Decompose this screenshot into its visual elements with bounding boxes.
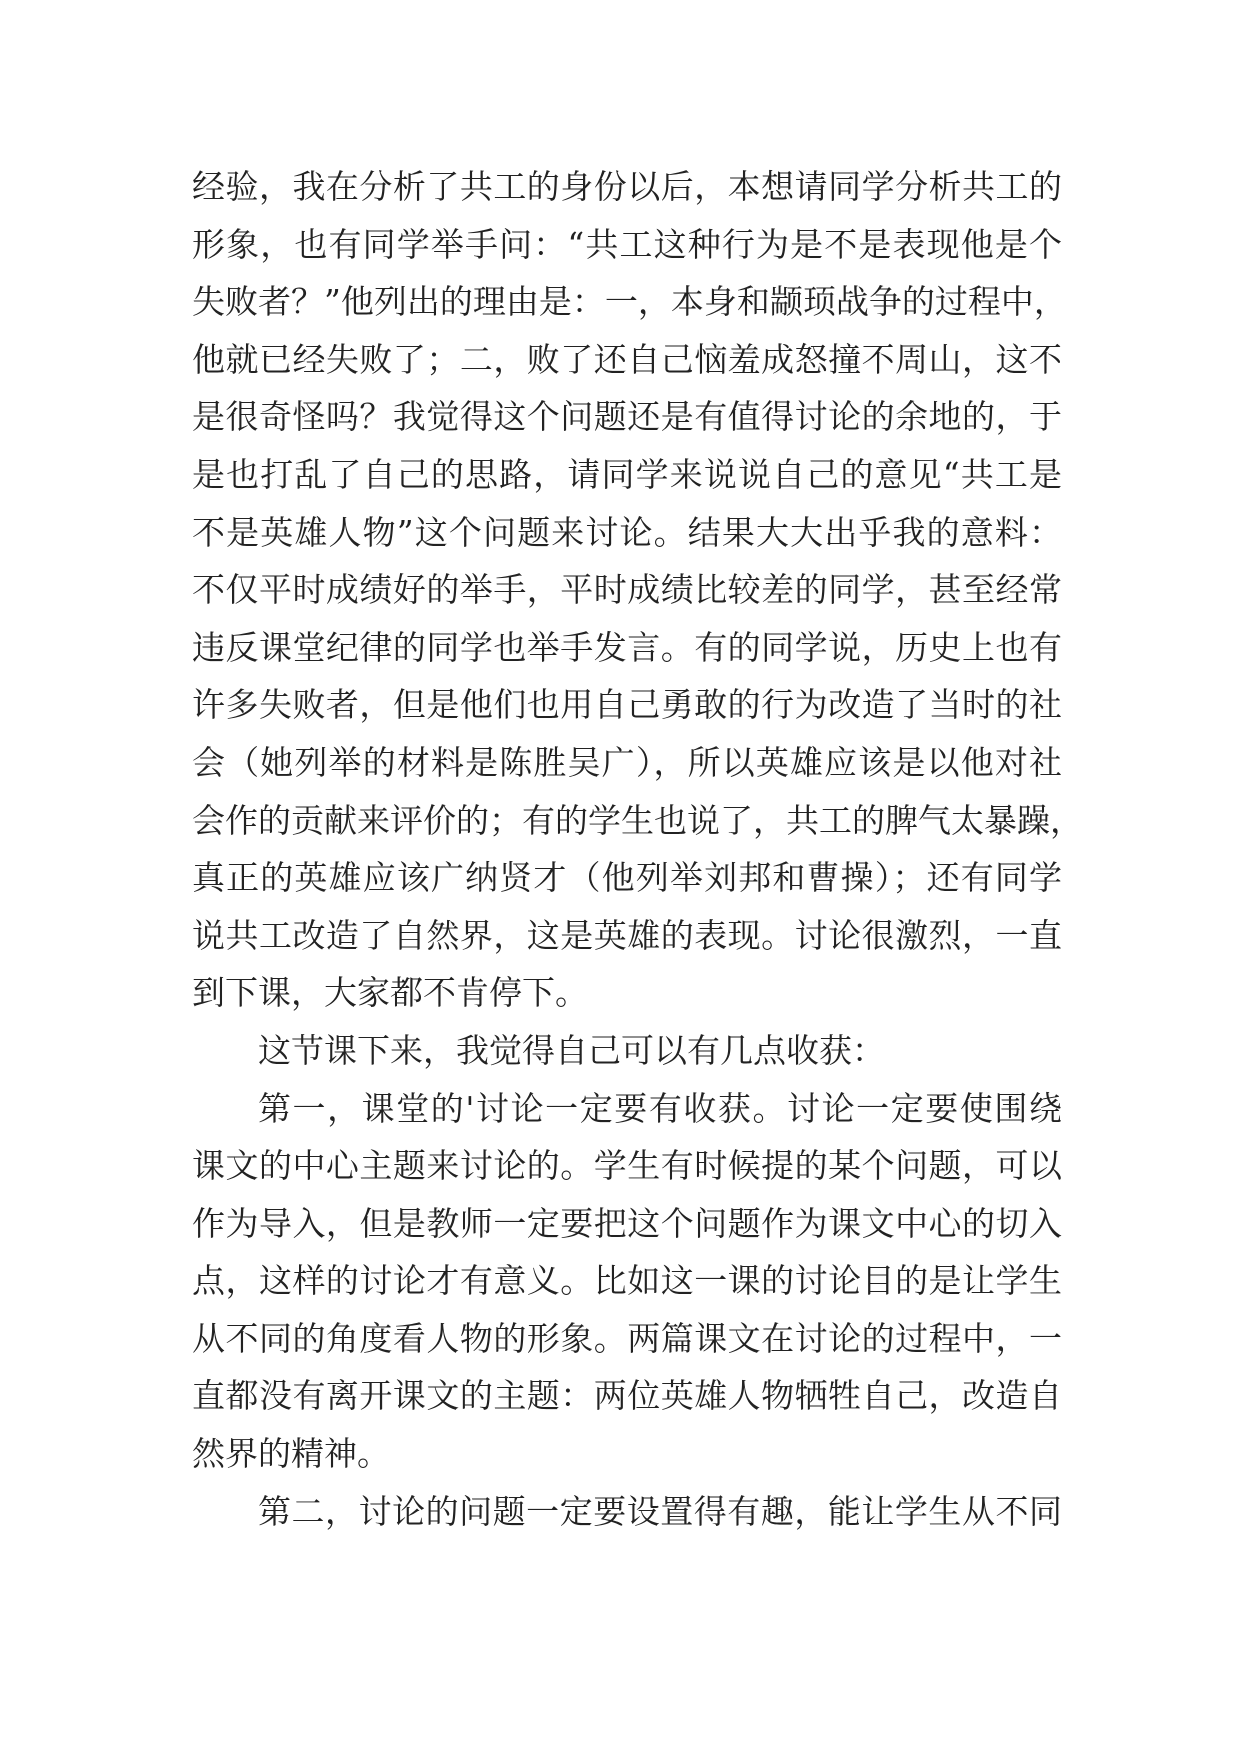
paragraph-first-line: 第二，讨论的问题一定要设置得有趣，能让学生从不同 [258,1491,1062,1531]
text-line: 他就已经失败了；二，败了还自己恼羞成怒撞不周山，这不 [192,339,1062,379]
text-line: 失败者？”他列出的理由是：一，本身和颛顼战争的过程中， [192,282,1067,322]
text-line: 违反课堂纪律的同学也举手发言。有的同学说，历史上也有 [192,627,1062,667]
text-line: 会（她列举的材料是陈胜吴广），所以英雄应该是以他对社 [192,742,1062,782]
text-line: 作为导入，但是教师一定要把这个问题作为课文中心的切入 [192,1203,1062,1243]
text-line: 真正的英雄应该广纳贤才（他列举刘邦和曹操）；还有同学 [192,858,1062,898]
text-line: 课文的中心主题来讨论的。学生有时候提的某个问题，可以 [192,1146,1062,1186]
text-line: 点，这样的讨论才有意义。比如这一课的讨论目的是让学生 [192,1261,1062,1301]
text-line: 不仅平时成绩好的举手，平时成绩比较差的同学，甚至经常 [192,570,1062,610]
paragraph-end-line: 然界的精神。 [192,1434,390,1474]
text-line: 会作的贡献来评价的；有的学生也说了，共工的脾气太暴躁， [192,800,1083,840]
paragraph-first-line: 第一，课堂的'讨论一定要有收获。讨论一定要使围绕 [258,1088,1062,1128]
text-line: 不是英雄人物”这个问题来讨论。结果大大出乎我的意料： [192,512,1062,552]
text-line: 经验，我在分析了共工的身份以后，本想请同学分析共工的 [192,167,1062,206]
text-line: 形象，也有同学举手问：“共工这种行为是不是表现他是个 [192,224,1062,264]
text-line: 许多失败者，但是他们也用自己勇敢的行为改造了当时的社 [192,685,1062,725]
text-line: 是也打乱了自己的思路，请同学来说说自己的意见“共工是 [192,454,1062,494]
document-body [192,158,1083,1540]
text-line: 直都没有离开课文的主题：两位英雄人物牺牲自己，改造自 [192,1376,1062,1416]
paragraph-line: 这节课下来，我觉得自己可以有几点收获： [258,1030,885,1070]
text-line: 说共工改造了自然界，这是英雄的表现。讨论很激烈，一直 [192,915,1062,955]
text-line: 从不同的角度看人物的形象。两篇课文在讨论的过程中，一 [192,1318,1062,1358]
paragraph-end-line: 到下课，大家都不肯停下。 [192,973,588,1013]
text-line: 是很奇怪吗？我觉得这个问题还是有值得讨论的余地的，于 [192,397,1062,437]
